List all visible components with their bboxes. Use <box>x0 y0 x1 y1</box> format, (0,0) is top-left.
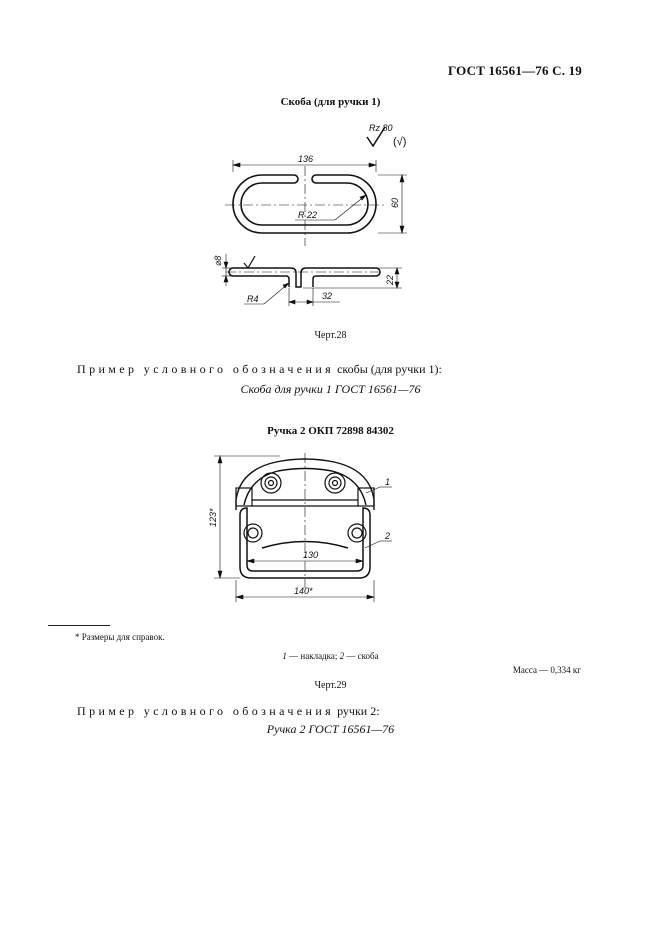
figure-29-caption: Черт.29 <box>314 680 347 691</box>
figure-28-caption: Черт.28 <box>314 330 347 341</box>
example-2-spaced: Пример условного обозначения <box>77 704 335 718</box>
roughness-paren: (√) <box>393 136 407 148</box>
side-roughness-check-icon <box>244 256 255 268</box>
figure-29-drawing <box>205 445 405 605</box>
figure-28-title: Скоба (для ручки 1) <box>280 96 381 108</box>
page-header: ГОСТ 16561—76 С. 19 <box>448 63 582 78</box>
legend-num-2: 2 <box>339 651 345 661</box>
dim-bend-radius-label: R4 <box>247 294 259 304</box>
footnote: * Размеры для справок. <box>75 632 165 642</box>
figure-28-drawing <box>200 118 430 318</box>
legend-num-1: 1 <box>282 651 287 661</box>
dim-length-label: 136 <box>298 154 314 164</box>
dim-handle-width-label: 140* <box>294 586 313 596</box>
figure-29-legend <box>0 651 661 661</box>
dim-handle-height-label: 123* <box>208 508 218 527</box>
example-1-spaced: Пример условного обозначения <box>77 362 335 376</box>
dim-diameter-label: ⌀8 <box>213 255 223 266</box>
dim-gap <box>289 288 340 306</box>
roughness-label: Rz 80 <box>369 123 393 133</box>
dim-depth-label: 22 <box>385 274 395 285</box>
example-1-text <box>77 362 442 377</box>
example-2-text <box>77 704 380 719</box>
legend-text-2: — скоба <box>344 651 379 661</box>
mass-label: Масса — 0,334 кг <box>512 665 581 675</box>
example-2-designation: Ручка 2 ГОСТ 16561—76 <box>266 722 395 736</box>
example-2-rest: ручки 2: <box>334 704 380 718</box>
example-1-designation: Скоба для ручки 1 ГОСТ 16561—76 <box>240 382 421 396</box>
example-1-rest: скобы (для ручки 1): <box>334 362 442 376</box>
legend-text-1: — накладка; <box>286 651 340 661</box>
dim-inner-width-label: 130 <box>303 550 319 560</box>
callout-1-label: 1 <box>385 477 391 487</box>
footnote-rule <box>48 625 110 626</box>
figure-29-title: Ручка 2 ОКП 72898 84302 <box>267 425 394 437</box>
bracket-side-view <box>229 268 380 287</box>
dim-radius-label: R 22 <box>298 210 318 220</box>
dim-gap-label: 32 <box>322 291 333 301</box>
dim-height-label: 60 <box>390 197 400 208</box>
callout-2-label: 2 <box>385 531 391 541</box>
